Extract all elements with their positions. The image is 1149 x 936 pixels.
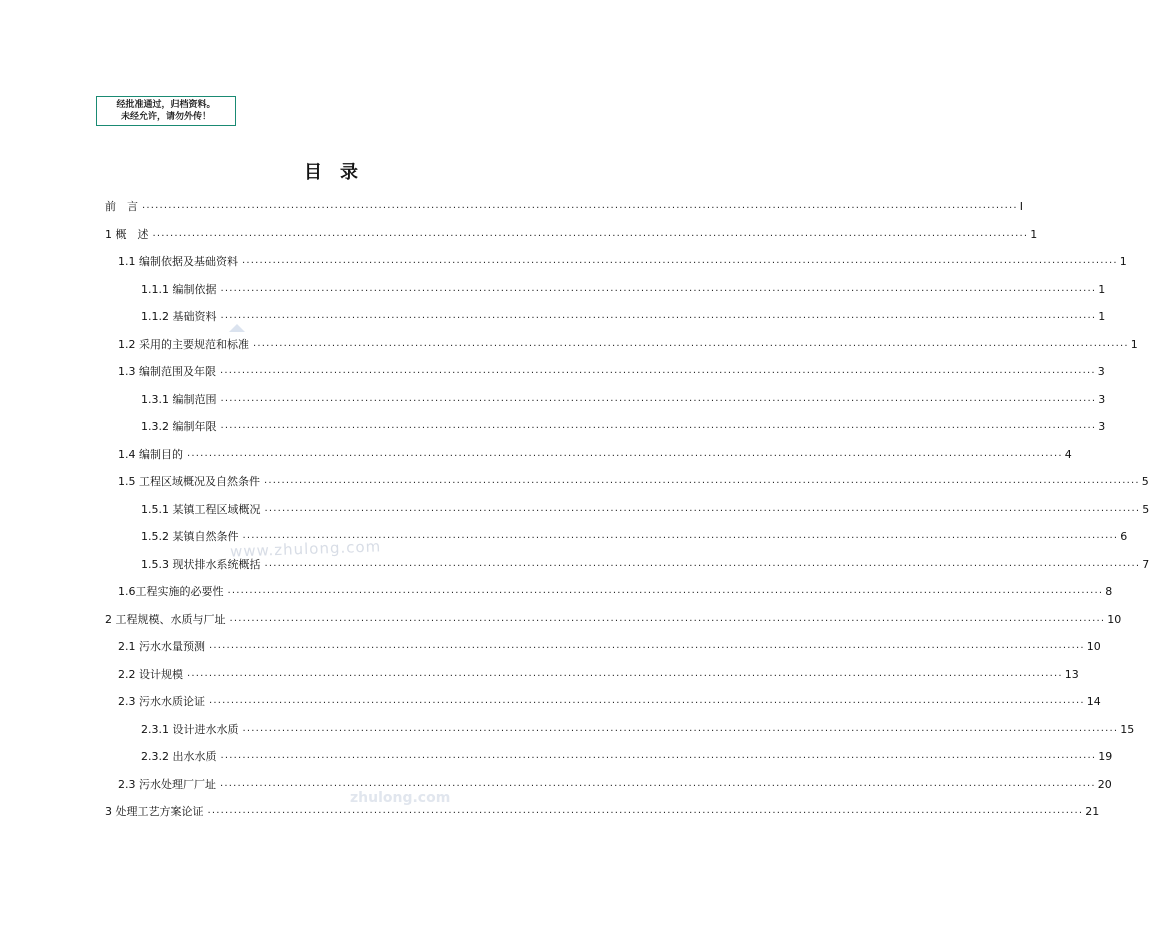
- toc-entry-page: 13: [1064, 667, 1079, 681]
- toc-entry[interactable]: [141, 391, 1106, 407]
- watermark-text-bottom: zhulong.com: [350, 790, 451, 806]
- toc-entry-label: 1.1 编制依据及基础资料: [118, 255, 238, 268]
- toc-entry-page: 1: [1130, 337, 1138, 351]
- toc-entry-label: 1 概 述: [105, 228, 149, 241]
- toc-entry-page: 10: [1086, 639, 1101, 653]
- toc-entry[interactable]: [141, 281, 1106, 297]
- stamp-line-2: 未经允许，请勿外传！: [120, 112, 211, 122]
- toc-entry-label: 2.1 污水水量预测: [118, 640, 205, 653]
- toc-entry-label: 1.3 编制范围及年限: [118, 365, 216, 378]
- toc-entry-page: 4: [1064, 447, 1072, 461]
- toc-entry-page: I: [1019, 199, 1023, 213]
- toc-entry[interactable]: [118, 638, 1101, 654]
- toc-leader-dots: ........................................................................................................................................................................................................: [242, 255, 1118, 266]
- toc-entry-label: 2.3.2 出水水质: [141, 750, 217, 763]
- toc-entry[interactable]: [105, 803, 1100, 819]
- toc-entry-label: 1.1.1 编制依据: [141, 283, 217, 296]
- toc-leader-dots: ........................................................................................................................................................................................................: [187, 668, 1063, 679]
- toc-entry-label: 2.3.1 设计进水水质: [141, 723, 239, 736]
- toc-entry-label: 3 处理工艺方案论证: [105, 805, 204, 818]
- toc-entry-label: 1.5.2 某镇自然条件: [141, 530, 239, 543]
- toc-entry[interactable]: [118, 693, 1101, 709]
- toc-entry-label: 2.3 污水处理厂厂址: [118, 778, 216, 791]
- toc-entry-page: 5: [1141, 474, 1149, 488]
- toc-entry[interactable]: [105, 198, 1023, 214]
- toc-leader-dots: ........................................................................................................................................................................................................: [209, 695, 1085, 706]
- toc-entry-page: 21: [1085, 804, 1100, 818]
- toc-leader-dots: ........................................................................................................................................................................................................: [220, 420, 1097, 431]
- toc-entry[interactable]: [141, 721, 1135, 737]
- toc-leader-dots: ........................................................................................................................................................................................................: [220, 283, 1097, 294]
- toc-entry[interactable]: [105, 226, 1038, 242]
- toc-entry-label: 2.2 设计规模: [118, 668, 183, 681]
- toc-entry-page: 10: [1107, 612, 1122, 626]
- toc-entry-page: 15: [1120, 722, 1135, 736]
- toc-entry-label: 2 工程规模、水质与厂址: [105, 613, 226, 626]
- toc-entry-page: 1: [1030, 227, 1038, 241]
- toc-leader-dots: ........................................................................................................................................................................................................: [242, 530, 1119, 541]
- toc-entry-label: 前 言: [105, 200, 138, 213]
- toc-entry[interactable]: [118, 363, 1105, 379]
- toc-entry[interactable]: [141, 528, 1128, 544]
- toc-entry-page: 6: [1120, 529, 1128, 543]
- toc-leader-dots: ........................................................................................................................................................................................................: [220, 750, 1097, 761]
- toc-entry-page: 3: [1098, 419, 1106, 433]
- toc-leader-dots: ........................................................................................................................................................................................................: [242, 723, 1119, 734]
- toc-entry[interactable]: [105, 611, 1122, 627]
- toc-leader-dots: ........................................................................................................................................................................................................: [264, 475, 1140, 486]
- toc-entry[interactable]: [118, 446, 1072, 462]
- toc-leader-dots: ........................................................................................................................................................................................................: [152, 228, 1029, 239]
- toc-entry[interactable]: [118, 776, 1112, 792]
- toc-leader-dots: ........................................................................................................................................................................................................: [187, 448, 1063, 459]
- toc-leader-dots: ........................................................................................................................................................................................................: [220, 365, 1096, 376]
- toc-entry-page: 1: [1119, 254, 1127, 268]
- toc-entry[interactable]: [118, 253, 1127, 269]
- toc-entry-label: 1.3.1 编制范围: [141, 393, 217, 406]
- toc-entry-label: 1.5.3 现状排水系统概括: [141, 558, 261, 571]
- toc-leader-dots: ........................................................................................................................................................................................................: [209, 640, 1085, 651]
- toc-entry-page: 14: [1086, 694, 1101, 708]
- toc-entry[interactable]: [118, 336, 1138, 352]
- toc-entry-page: 7: [1142, 557, 1149, 571]
- stamp-line-1: 经批准通过，归档资料。: [116, 100, 216, 110]
- toc-entry-page: 20: [1097, 777, 1112, 791]
- toc-entry-page: 8: [1105, 584, 1113, 598]
- toc-entry-label: 1.5.1 某镇工程区域概况: [141, 503, 261, 516]
- toc-entry-label: 1.5 工程区域概况及自然条件: [118, 475, 260, 488]
- toc-entry-label: 1.3.2 编制年限: [141, 420, 217, 433]
- toc-leader-dots: ........................................................................................................................................................................................................: [220, 310, 1097, 321]
- toc-leader-dots: ........................................................................................................................................................................................................: [207, 805, 1084, 816]
- toc-leader-dots: ........................................................................................................................................................................................................: [253, 338, 1129, 349]
- toc-entry[interactable]: [141, 308, 1106, 324]
- toc-entry-page: 3: [1098, 392, 1106, 406]
- toc-entry[interactable]: [141, 556, 1149, 572]
- toc-entry-label: 1.1.2 基础资料: [141, 310, 217, 323]
- toc-entry-page: 19: [1098, 749, 1113, 763]
- toc-entry-label: 1.2 采用的主要规范和标准: [118, 338, 249, 351]
- toc-leader-dots: ........................................................................................................................................................................................................: [220, 393, 1097, 404]
- toc-entry[interactable]: [141, 501, 1149, 517]
- toc-entry[interactable]: [141, 748, 1113, 764]
- toc-entry[interactable]: [118, 583, 1113, 599]
- toc-entry-page: 1: [1098, 309, 1106, 323]
- toc-entry[interactable]: [118, 666, 1079, 682]
- toc-leader-dots: ........................................................................................................................................................................................................: [264, 558, 1141, 569]
- toc-leader-dots: ........................................................................................................................................................................................................: [227, 585, 1104, 596]
- toc-entry[interactable]: [118, 473, 1149, 489]
- toc-entry[interactable]: [141, 418, 1106, 434]
- toc-entry-label: 1.4 编制目的: [118, 448, 183, 461]
- toc-entry-label: 1.6工程实施的必要性: [118, 585, 224, 598]
- toc-entry-page: 1: [1098, 282, 1106, 296]
- watermark-text: www.zhulong.com: [229, 537, 382, 561]
- toc-leader-dots: ........................................................................................................................................................................................................: [264, 503, 1141, 514]
- toc-entry-page: 5: [1142, 502, 1149, 516]
- toc-entry-label: 2.3 污水水质论证: [118, 695, 205, 708]
- page-title: 目录: [304, 162, 376, 183]
- toc-leader-dots: ........................................................................................................................................................................................................: [220, 778, 1096, 789]
- toc-leader-dots: ........................................................................................................................................................................................................: [142, 200, 1018, 211]
- toc-leader-dots: ........................................................................................................................................................................................................: [229, 613, 1106, 624]
- toc-entry-page: 3: [1097, 364, 1105, 378]
